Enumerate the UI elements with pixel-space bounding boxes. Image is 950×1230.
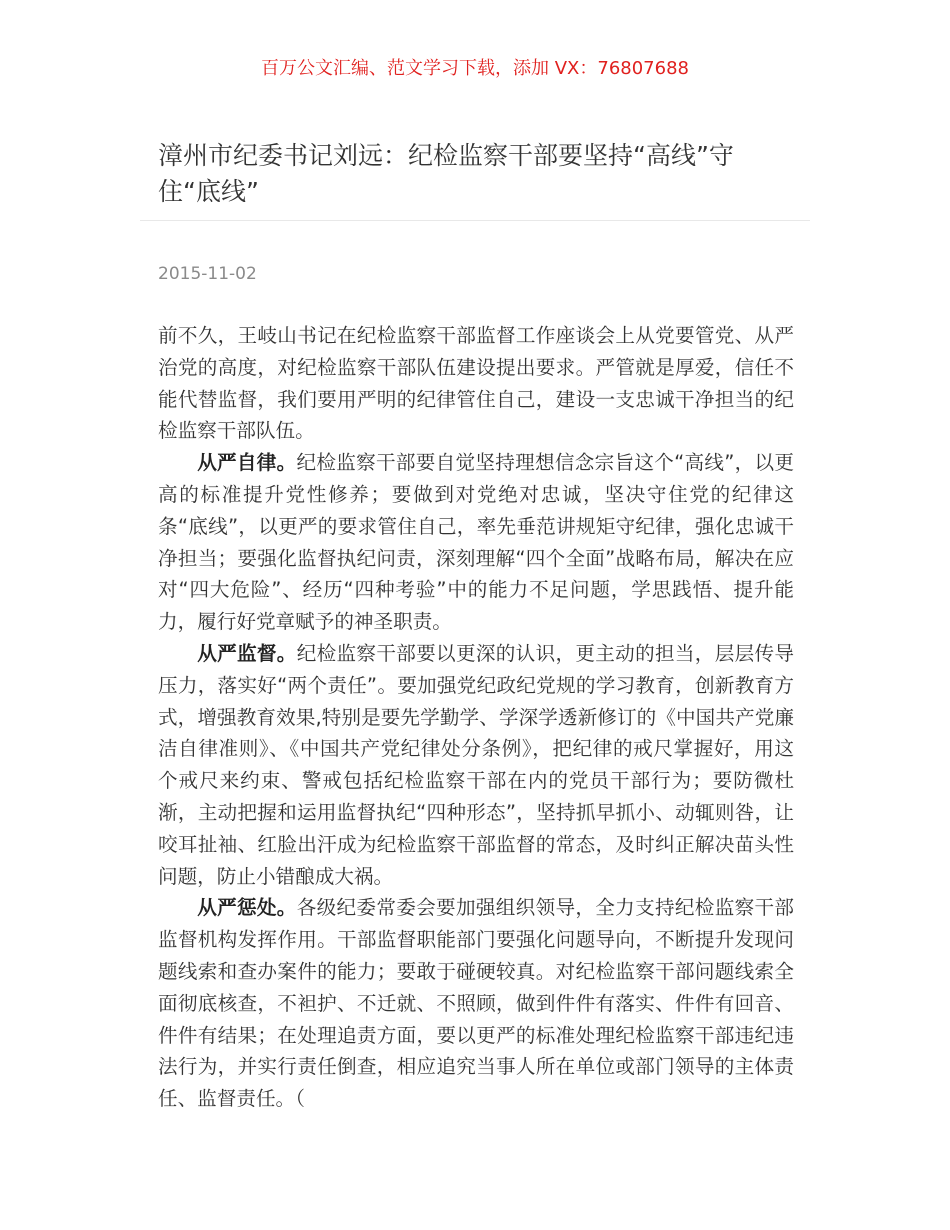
article-date: 2015-11-02 — [158, 264, 257, 284]
paragraph-lead: 从严自律。 — [197, 451, 297, 475]
paragraph-text: 各级纪委常委会要加强组织领导，全力支持纪检监察干部监督机构发挥作用。干部监督职能部门要强化问题导向，不断提升发现问题线索和查办案件的能力；要敢于碰硬较真。对纪检监察干部问题线索全面彻底核查，不袒护、不迁就、不照顾，做到件件有落实、件件有回音、件件有结果；在处理追责方面，要以更严的标准处理纪检监察干部违纪违法行为，并实行责任倒查，相应追究当事人所在单位或部门领导的主体责任、监督责任。（ — [158, 896, 795, 1111]
paragraph-intro — [158, 320, 794, 447]
paragraph-text: 前不久，王岐山书记在纪检监察干部监督工作座谈会上从党要管党、从严治党的高度，对纪检监察干部队伍建设提出要求。严管就是厚爱，信任不能代替监督，我们要用严明的纪律管住自己，建设一支忠诚干净担当的纪检监察干部队伍。 — [158, 324, 794, 443]
paragraph-supervision — [158, 638, 794, 892]
paragraph-text: 纪检监察干部要以更深的认识，更主动的担当，层层传导压力，落实好“两个责任”。要加强党纪政纪党规的学习教育，创新教育方式，增强教育效果,特别是要先学勤学、学深学透新修订的《中国共产党廉洁自律准则》、《中国共产党纪律处分条例》，把纪律的戒尺掌握好，用这个戒尺来约束、警戒包括纪检监察干部在内的党员干部行为；要防微杜渐，主动把握和运用监督执纪“四种形态”，坚持抓早抓小、动辄则咎，让咬耳扯袖、红脸出汗成为纪检监察干部监督的常态，及时纠正解决苗头性问题，防止小错酿成大祸。 — [158, 641, 795, 888]
article-body — [158, 320, 794, 1115]
paragraph-lead: 从严监督。 — [197, 641, 297, 665]
article-title: 漳州市纪委书记刘远：纪检监察干部要坚持“高线”守住“底线” — [158, 141, 734, 206]
paragraph-punishment — [158, 892, 794, 1115]
paragraph-text: 纪检监察干部要自觉坚持理想信念宗旨这个“高线”，以更高的标准提升党性修养；要做到对党绝对忠诚，坚决守住党的纪律这条“底线”，以更严的要求管住自己，率先垂范讲规矩守纪律，强化忠诚干净担当；要强化监督执纪问责，深刻理解“四个全面”战略布局，解决在应对“四大危险”、经历“四种考验”中的能力不足问题，学思践悟、提升能力，履行好党章赋予的神圣职责。 — [158, 451, 794, 634]
article-header — [158, 138, 792, 210]
promo-banner: 百万公文汇编、范文学习下载，添加 VX：76807688 — [261, 58, 689, 79]
paragraph-self-discipline — [158, 447, 794, 638]
paragraph-lead: 从严惩处。 — [197, 896, 297, 920]
title-divider — [140, 220, 810, 221]
